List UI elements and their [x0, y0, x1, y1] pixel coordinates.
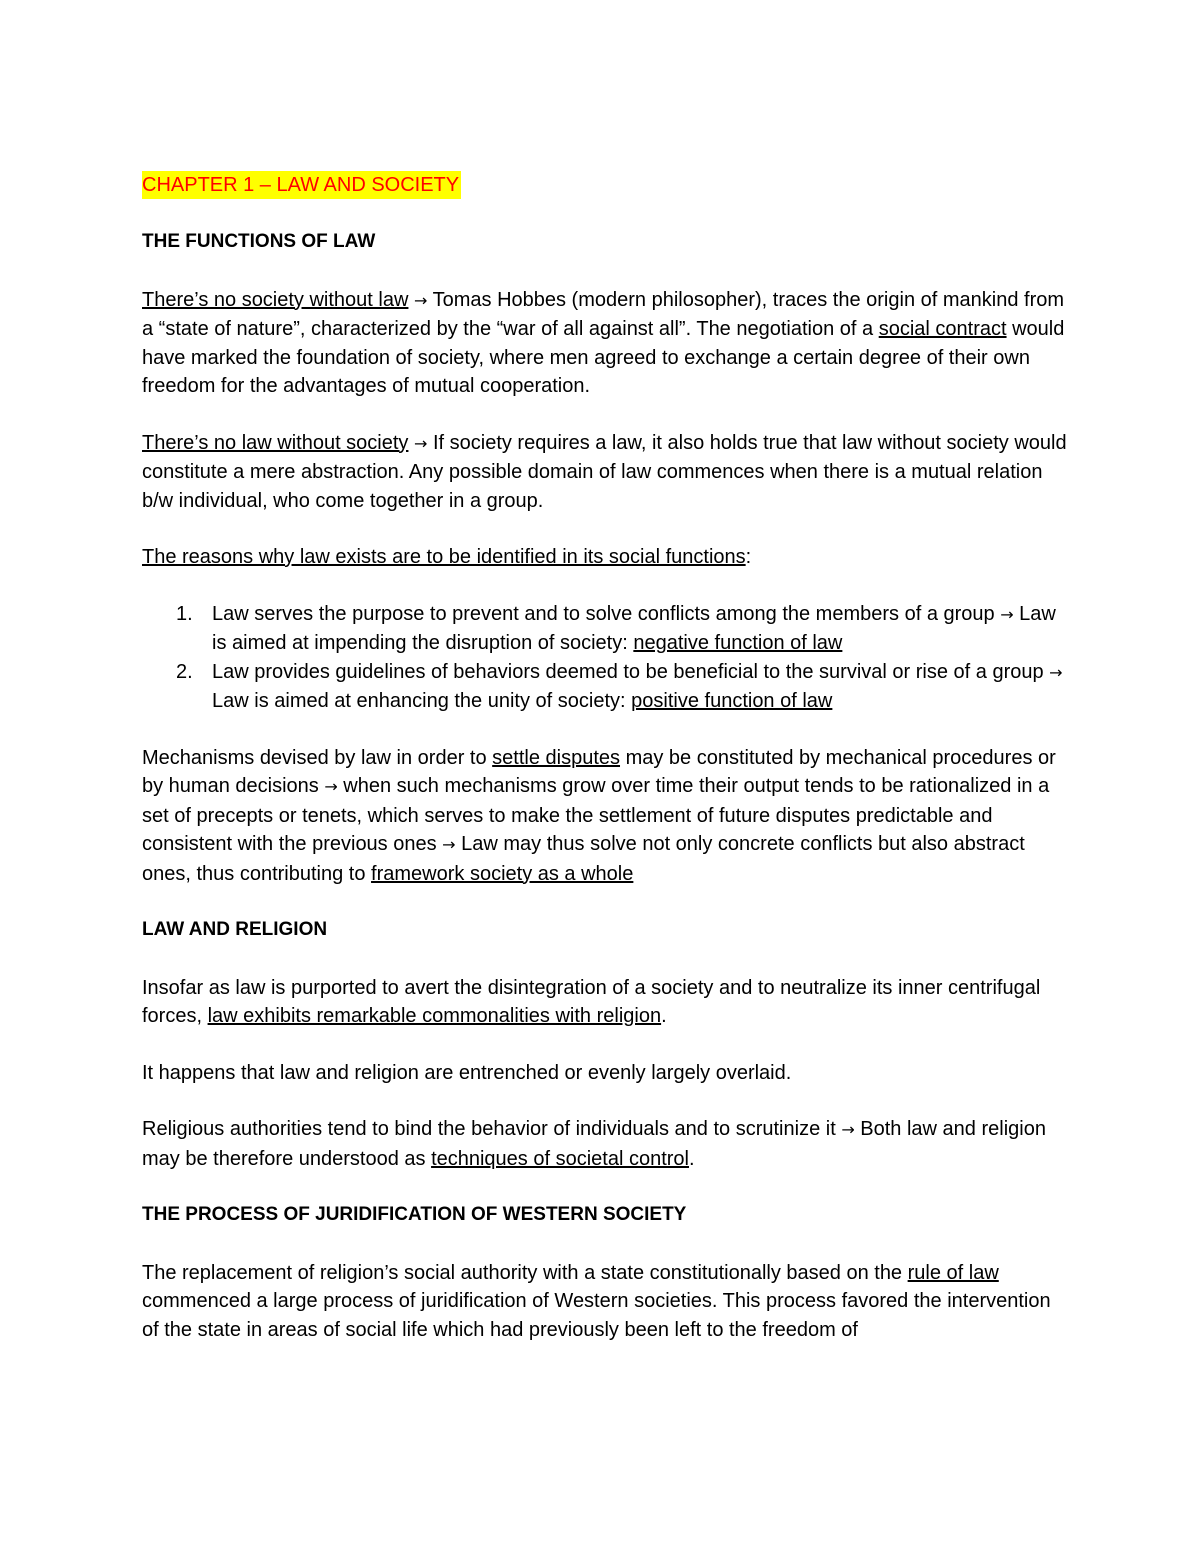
- underlined-term: techniques of societal control: [431, 1147, 689, 1170]
- arrow-right-icon: →: [324, 777, 338, 796]
- list-item: [142, 658, 1072, 716]
- paragraph-juridification: [142, 1259, 1072, 1345]
- paragraph-text: The replacement of religion’s social authority with a state constitutionally based on the: [142, 1261, 908, 1284]
- paragraph-no-law-without-society: [142, 429, 1072, 516]
- paragraph-reasons: [142, 543, 1072, 572]
- paragraph-overlaid: It happens that law and religion are entrenched or evenly largely overlaid.: [142, 1061, 792, 1084]
- arrow-right-icon: →: [442, 835, 456, 854]
- underlined-term: positive function of law: [631, 690, 833, 712]
- underlined-term: negative function of law: [633, 632, 843, 654]
- arrow-right-icon: →: [1049, 662, 1063, 682]
- arrow-right-icon: →: [1000, 604, 1014, 624]
- underlined-phrase: The reasons why law exists are to be identified in its social functions: [142, 546, 746, 568]
- paragraph-commonalities: [142, 974, 1072, 1031]
- list-text: Law provides guidelines of behaviors deemed to be beneficial to the survival or rise of a group: [212, 660, 1050, 683]
- paragraph-text: :: [745, 546, 752, 568]
- chapter-title: CHAPTER 1 – LAW AND SOCIETY: [142, 171, 461, 199]
- functions-list: [142, 600, 1072, 716]
- paragraph-text: If society requires a law, it also holds true that law without society would constitute a mere abstraction. Any possible domain of law commences when there is a mutual relation b/w individual, who come together in a group.: [142, 431, 1067, 512]
- paragraph-mechanisms: [142, 744, 1072, 889]
- underlined-term: framework society as a whole: [371, 862, 634, 885]
- paragraph-text: .: [689, 1147, 695, 1170]
- section-heading-religion: LAW AND RELIGION: [142, 919, 328, 940]
- paragraph-text: Tomas Hobbes (modern philosopher), traces the origin of mankind from a “state of nature”, characterized by the “war of all against all”. The negotiation of a: [142, 288, 1065, 340]
- arrow-right-icon: →: [414, 433, 428, 453]
- document-content: [142, 171, 1072, 1344]
- underlined-term: social contract: [878, 318, 1007, 340]
- paragraph-societal-control: [142, 1115, 1072, 1173]
- paragraph-no-society-without-law: [142, 286, 1072, 401]
- underlined-phrase: There’s no law without society: [142, 431, 409, 454]
- section-heading-functions: THE FUNCTIONS OF LAW: [142, 231, 376, 252]
- paragraph-text: commenced a large process of juridification of Western societies. This process favored the intervention of the state in areas of social life which had previously been left to the freedom of: [142, 1290, 1051, 1341]
- list-text: Law is aimed at impending the disruption of society:: [212, 602, 1056, 654]
- underlined-term: law exhibits remarkable commonalities with religion: [207, 1005, 662, 1027]
- list-number: 1.: [176, 602, 193, 625]
- underlined-phrase: There’s no society without law: [142, 288, 409, 311]
- list-number: 2.: [176, 660, 193, 683]
- paragraph-text: Mechanisms devised by law in order to: [142, 746, 493, 769]
- paragraph-text: Law may thus solve not only concrete conflicts but also abstract ones, thus contributing to: [142, 833, 1025, 885]
- paragraph-text: may be constituted by mechanical procedures or by human decisions: [142, 746, 1056, 797]
- list-item: [142, 600, 1072, 658]
- chapter-title-block: [142, 171, 1072, 199]
- underlined-term: rule of law: [907, 1261, 999, 1284]
- list-text: Law serves the purpose to prevent and to solve conflicts among the members of a group: [212, 602, 1001, 625]
- paragraph-text: .: [661, 1005, 667, 1027]
- list-text: Law is aimed at enhancing the unity of society:: [212, 690, 632, 712]
- arrow-right-icon: →: [841, 1120, 855, 1139]
- paragraph-text: would have marked the foundation of society, where men agreed to exchange a certain degree of their own freedom for the advantages of mutual cooperation.: [142, 318, 1065, 397]
- underlined-term: settle disputes: [492, 746, 621, 769]
- paragraph-text: Both law and religion may be therefore understood as: [142, 1118, 1046, 1170]
- paragraph-text: Religious authorities tend to bind the behavior of individuals and to scrutinize it: [142, 1118, 842, 1140]
- paragraph-text: when such mechanisms grow over time their output tends to be rationalized in a set of precepts or tenets, which serves to make the settlement of future disputes predictable and consistent with the previous ones: [142, 775, 1050, 855]
- arrow-right-icon: →: [414, 290, 428, 310]
- section-heading-juridification: THE PROCESS OF JURIDIFICATION OF WESTERN SOCIETY: [142, 1204, 687, 1225]
- paragraph-text: Insofar as law is purported to avert the disintegration of a society and to neutralize its inner centrifugal forces,: [142, 976, 1041, 1027]
